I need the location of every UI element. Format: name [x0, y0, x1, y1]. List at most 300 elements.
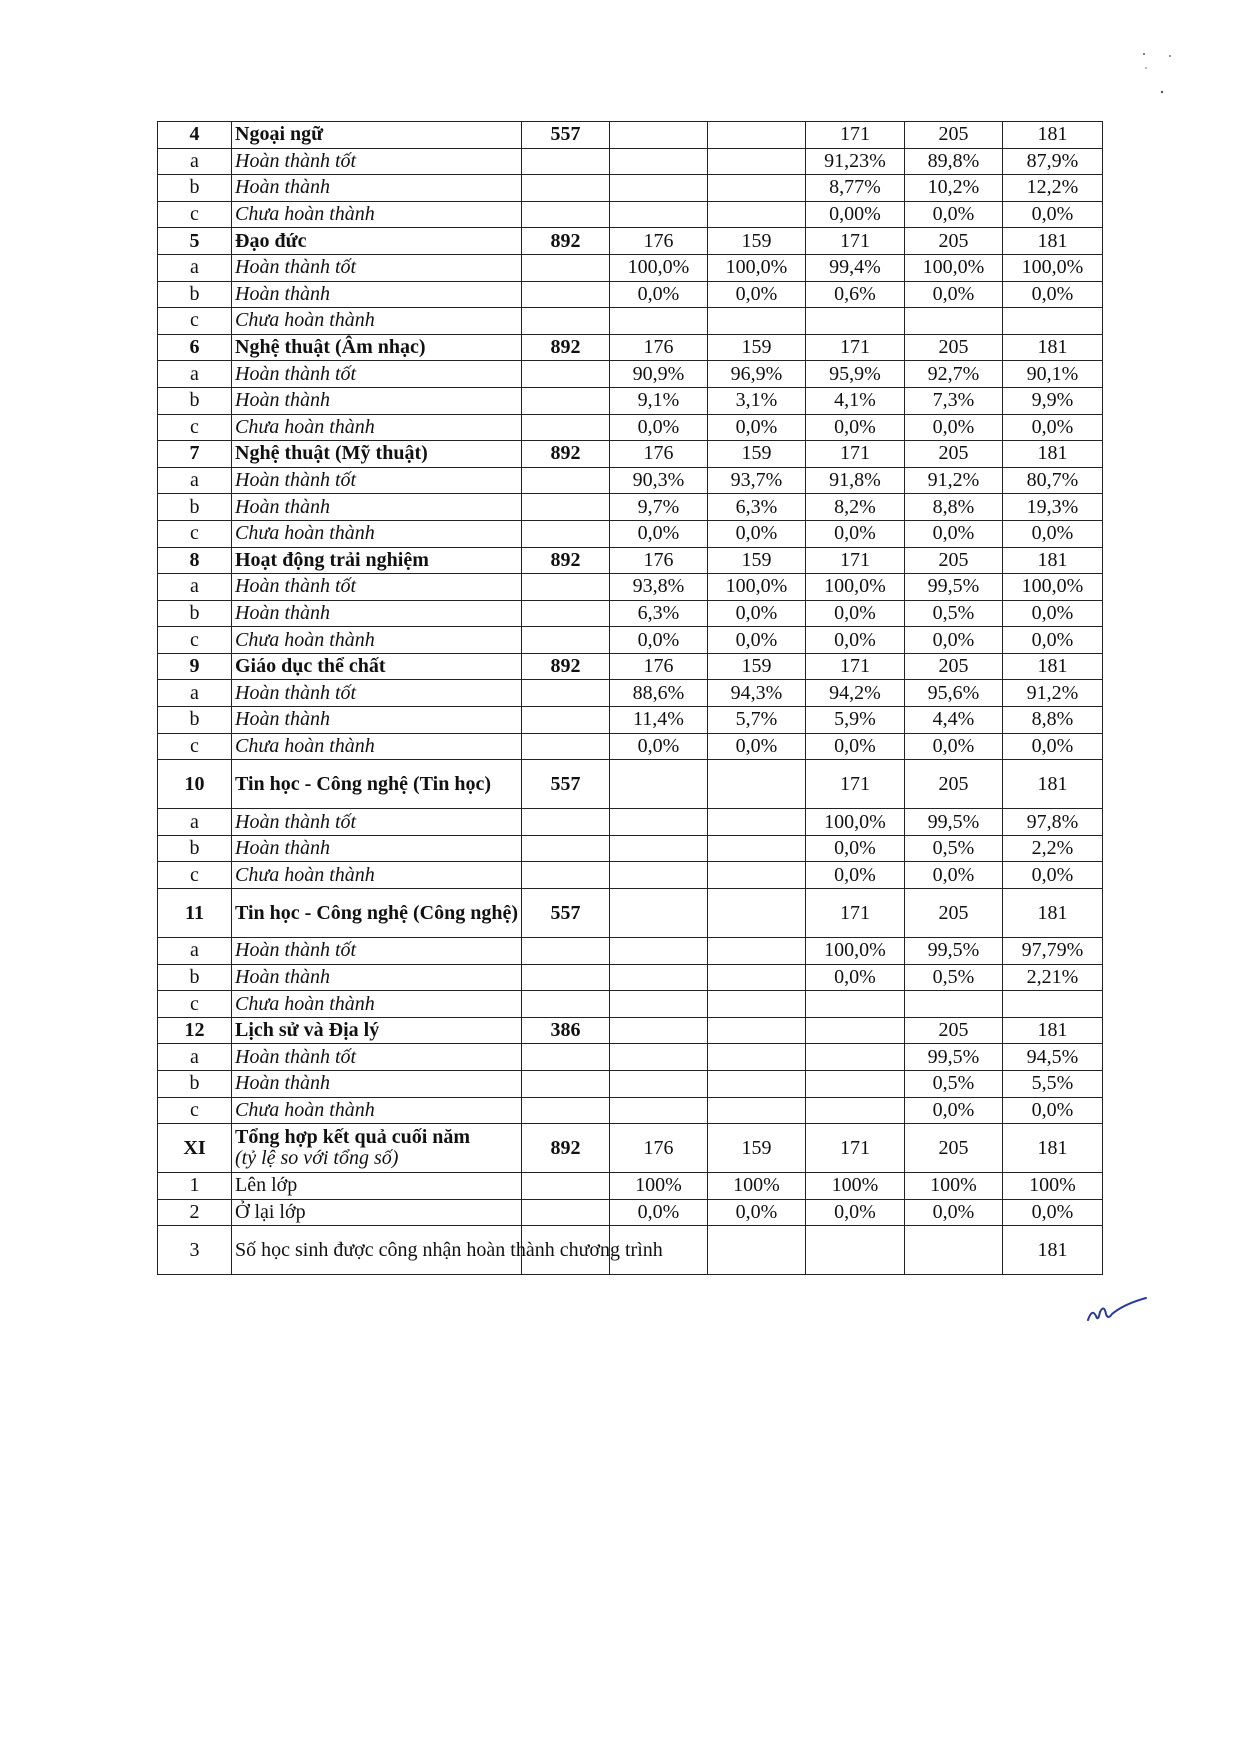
grade-cell-g5: 97,8% — [1003, 809, 1103, 836]
grade-cell-g1 — [610, 964, 708, 991]
grade-cell-g5: 19,3% — [1003, 494, 1103, 521]
table-row — [158, 1071, 1103, 1098]
results-table — [157, 121, 1103, 1275]
row-number: 7 — [158, 441, 232, 468]
grade-cell-g4: 0,5% — [905, 964, 1003, 991]
grade-cell-g4: 205 — [905, 889, 1003, 938]
grade-cell-g1 — [610, 148, 708, 175]
row-label: Hoàn thành — [232, 281, 522, 308]
grade-cell-g2: 6,3% — [708, 494, 806, 521]
scan-specks — [1140, 48, 1180, 108]
total-cell — [522, 862, 610, 889]
grade-cell-g2: 100,0% — [708, 254, 806, 281]
total-cell: 386 — [522, 1017, 610, 1044]
grade-cell-g1: 0,0% — [610, 733, 708, 760]
row-number: 6 — [158, 334, 232, 361]
grade-cell-g3: 91,8% — [806, 467, 905, 494]
grade-cell-g4: 205 — [905, 122, 1003, 149]
grade-cell-g3 — [806, 1017, 905, 1044]
grade-cell-g3: 0,0% — [806, 862, 905, 889]
table-row — [158, 175, 1103, 202]
grade-cell-g2: 100% — [708, 1173, 806, 1200]
table-row — [158, 889, 1103, 938]
row-number: a — [158, 574, 232, 601]
grade-cell-g1: 100% — [610, 1173, 708, 1200]
grade-cell-g5: 90,1% — [1003, 361, 1103, 388]
table-row — [158, 991, 1103, 1018]
grade-cell-g3: 171 — [806, 441, 905, 468]
row-label: Chưa hoàn thành — [232, 627, 522, 654]
grade-cell-g2 — [708, 760, 806, 809]
grade-cell-g1: 176 — [610, 547, 708, 574]
grade-cell-g5: 5,5% — [1003, 1071, 1103, 1098]
row-label-note: (tỷ lệ so với tổng số) — [235, 1147, 399, 1170]
row-label — [232, 1124, 522, 1173]
table-row — [158, 361, 1103, 388]
table-row — [158, 1097, 1103, 1124]
total-cell: 892 — [522, 228, 610, 255]
table-row — [158, 964, 1103, 991]
grade-cell-g2 — [708, 175, 806, 202]
grade-cell-g3: 0,00% — [806, 201, 905, 228]
grade-cell-g3: 0,0% — [806, 520, 905, 547]
total-cell: 892 — [522, 334, 610, 361]
grade-cell-g1 — [610, 175, 708, 202]
row-number: c — [158, 201, 232, 228]
grade-cell-g4: 0,0% — [905, 281, 1003, 308]
grade-cell-g4: 0,5% — [905, 600, 1003, 627]
row-label: Hoàn thành tốt — [232, 809, 522, 836]
grade-cell-g2 — [708, 991, 806, 1018]
row-label: Hoàn thành tốt — [232, 1044, 522, 1071]
row-number: c — [158, 308, 232, 335]
grade-cell-g2: 93,7% — [708, 467, 806, 494]
total-cell — [522, 387, 610, 414]
table-row — [158, 334, 1103, 361]
total-cell — [522, 991, 610, 1018]
row-label: Chưa hoàn thành — [232, 862, 522, 889]
grade-cell-g3 — [806, 308, 905, 335]
grade-cell-g3: 0,0% — [806, 733, 905, 760]
grade-cell-g4: 100,0% — [905, 254, 1003, 281]
table-row — [158, 1017, 1103, 1044]
row-label: Chưa hoàn thành — [232, 308, 522, 335]
grade-cell-g1: 176 — [610, 334, 708, 361]
row-label: Hoàn thành tốt — [232, 938, 522, 965]
grade-cell-g5: 181 — [1003, 441, 1103, 468]
table-row — [158, 254, 1103, 281]
grade-cell-g5: 87,9% — [1003, 148, 1103, 175]
grade-cell-g5: 97,79% — [1003, 938, 1103, 965]
table-row — [158, 574, 1103, 601]
grade-cell-g1: 0,0% — [610, 281, 708, 308]
grade-cell-g5: 2,21% — [1003, 964, 1103, 991]
grade-cell-g5: 181 — [1003, 889, 1103, 938]
total-cell: 892 — [522, 1124, 610, 1173]
grade-cell-g4: 205 — [905, 1124, 1003, 1173]
grade-cell-g1 — [610, 201, 708, 228]
total-cell — [522, 574, 610, 601]
row-number: a — [158, 938, 232, 965]
grade-cell-g4: 0,0% — [905, 1097, 1003, 1124]
grade-cell-g1 — [610, 835, 708, 862]
table-row — [158, 414, 1103, 441]
grade-cell-g2: 159 — [708, 653, 806, 680]
grade-cell-g4: 0,0% — [905, 733, 1003, 760]
table-row — [158, 707, 1103, 734]
row-number: a — [158, 148, 232, 175]
row-number: 5 — [158, 228, 232, 255]
table-row — [158, 201, 1103, 228]
grade-cell-g5: 181 — [1003, 1017, 1103, 1044]
grade-cell-g2 — [708, 1226, 806, 1275]
grade-cell-g2: 159 — [708, 547, 806, 574]
grade-cell-g5: 0,0% — [1003, 600, 1103, 627]
table-row — [158, 862, 1103, 889]
grade-cell-g5: 0,0% — [1003, 1199, 1103, 1226]
total-cell — [522, 281, 610, 308]
initials-signature-mark — [1082, 1290, 1152, 1330]
grade-cell-g3: 0,0% — [806, 600, 905, 627]
grade-cell-g3 — [806, 1097, 905, 1124]
row-label: Ở lại lớp — [232, 1199, 522, 1226]
grade-cell-g2 — [708, 809, 806, 836]
row-label: Hoàn thành tốt — [232, 467, 522, 494]
grade-cell-g4: 0,0% — [905, 414, 1003, 441]
grade-cell-g3: 0,6% — [806, 281, 905, 308]
grade-cell-g3: 171 — [806, 334, 905, 361]
grade-cell-g4: 99,5% — [905, 809, 1003, 836]
grade-cell-g2 — [708, 308, 806, 335]
grade-cell-g2 — [708, 835, 806, 862]
row-number: 2 — [158, 1199, 232, 1226]
row-label: Chưa hoàn thành — [232, 201, 522, 228]
row-number: a — [158, 254, 232, 281]
grade-cell-g4: 0,0% — [905, 627, 1003, 654]
grade-cell-g1: 90,9% — [610, 361, 708, 388]
grade-cell-g4: 8,8% — [905, 494, 1003, 521]
grade-cell-g1: 176 — [610, 441, 708, 468]
row-number: 9 — [158, 653, 232, 680]
grade-cell-g1: 0,0% — [610, 414, 708, 441]
row-number: b — [158, 494, 232, 521]
row-label: Số học sinh được công nhận hoàn thành chương trình — [232, 1226, 522, 1275]
grade-cell-g5: 181 — [1003, 547, 1103, 574]
grade-cell-g4 — [905, 1226, 1003, 1275]
table-row — [158, 494, 1103, 521]
grade-cell-g5: 0,0% — [1003, 414, 1103, 441]
grade-cell-g2: 96,9% — [708, 361, 806, 388]
grade-cell-g4: 92,7% — [905, 361, 1003, 388]
grade-cell-g4: 205 — [905, 760, 1003, 809]
table-row — [158, 653, 1103, 680]
total-cell — [522, 254, 610, 281]
grade-cell-g1 — [610, 1017, 708, 1044]
table-row — [158, 547, 1103, 574]
grade-cell-g5: 9,9% — [1003, 387, 1103, 414]
grade-cell-g3 — [806, 1071, 905, 1098]
grade-cell-g1: 0,0% — [610, 1199, 708, 1226]
row-number: b — [158, 281, 232, 308]
grade-cell-g5: 80,7% — [1003, 467, 1103, 494]
grade-cell-g4: 99,5% — [905, 1044, 1003, 1071]
total-cell — [522, 707, 610, 734]
table-row — [158, 148, 1103, 175]
row-label: Hoàn thành tốt — [232, 680, 522, 707]
grade-cell-g3: 100,0% — [806, 809, 905, 836]
row-number: b — [158, 835, 232, 862]
row-label: Tin học - Công nghệ (Tin học) — [232, 760, 522, 809]
table-row — [158, 467, 1103, 494]
row-label: Hoàn thành tốt — [232, 574, 522, 601]
grade-cell-g3: 171 — [806, 228, 905, 255]
table-row — [158, 1199, 1103, 1226]
grade-cell-g4: 205 — [905, 1017, 1003, 1044]
grade-cell-g4: 0,0% — [905, 862, 1003, 889]
row-number: 8 — [158, 547, 232, 574]
row-label: Hoàn thành tốt — [232, 148, 522, 175]
grade-cell-g5: 181 — [1003, 334, 1103, 361]
grade-cell-g5: 181 — [1003, 228, 1103, 255]
row-number: a — [158, 1044, 232, 1071]
row-label: Tin học - Công nghệ (Công nghệ) — [232, 889, 522, 938]
grade-cell-g3: 95,9% — [806, 361, 905, 388]
grade-cell-g1 — [610, 1071, 708, 1098]
grade-cell-g1: 0,0% — [610, 520, 708, 547]
row-number: XI — [158, 1124, 232, 1173]
total-cell — [522, 809, 610, 836]
total-cell — [522, 627, 610, 654]
table-body — [158, 122, 1103, 1275]
table-row — [158, 520, 1103, 547]
row-number: c — [158, 862, 232, 889]
table-row — [158, 627, 1103, 654]
grade-cell-g5: 91,2% — [1003, 680, 1103, 707]
grade-cell-g5: 181 — [1003, 122, 1103, 149]
grade-cell-g2 — [708, 122, 806, 149]
grade-cell-g2 — [708, 148, 806, 175]
grade-cell-g3: 100,0% — [806, 938, 905, 965]
total-cell — [522, 414, 610, 441]
row-label: Chưa hoàn thành — [232, 991, 522, 1018]
grade-cell-g1: 0,0% — [610, 627, 708, 654]
grade-cell-g4: 10,2% — [905, 175, 1003, 202]
grade-cell-g5: 0,0% — [1003, 201, 1103, 228]
grade-cell-g4: 205 — [905, 334, 1003, 361]
total-cell — [522, 520, 610, 547]
grade-cell-g5: 8,8% — [1003, 707, 1103, 734]
table-row — [158, 122, 1103, 149]
total-cell — [522, 1097, 610, 1124]
grade-cell-g3: 8,2% — [806, 494, 905, 521]
total-cell — [522, 835, 610, 862]
grade-cell-g1: 176 — [610, 653, 708, 680]
row-label: Lên lớp — [232, 1173, 522, 1200]
table-row — [158, 308, 1103, 335]
grade-cell-g5: 181 — [1003, 760, 1103, 809]
grade-cell-g5: 181 — [1003, 1124, 1103, 1173]
table-row — [158, 1226, 1103, 1275]
total-cell — [522, 1173, 610, 1200]
row-number: 11 — [158, 889, 232, 938]
grade-cell-g2: 159 — [708, 228, 806, 255]
grade-cell-g4: 0,5% — [905, 835, 1003, 862]
grade-cell-g1 — [610, 862, 708, 889]
grade-cell-g1 — [610, 760, 708, 809]
grade-cell-g4: 205 — [905, 653, 1003, 680]
row-label: Chưa hoàn thành — [232, 1097, 522, 1124]
table-row — [158, 680, 1103, 707]
table-row — [158, 228, 1103, 255]
grade-cell-g5: 0,0% — [1003, 520, 1103, 547]
grade-cell-g5: 100,0% — [1003, 254, 1103, 281]
table-row — [158, 835, 1103, 862]
grade-cell-g1 — [610, 308, 708, 335]
table-row — [158, 1044, 1103, 1071]
row-number: 12 — [158, 1017, 232, 1044]
grade-cell-g5: 0,0% — [1003, 627, 1103, 654]
grade-cell-g5: 94,5% — [1003, 1044, 1103, 1071]
grade-cell-g5: 100% — [1003, 1173, 1103, 1200]
grade-cell-g2: 159 — [708, 1124, 806, 1173]
row-label: Chưa hoàn thành — [232, 414, 522, 441]
row-number: c — [158, 520, 232, 547]
row-number: a — [158, 809, 232, 836]
grade-cell-g3: 100,0% — [806, 574, 905, 601]
grade-cell-g1: 90,3% — [610, 467, 708, 494]
grade-cell-g2: 100,0% — [708, 574, 806, 601]
grade-cell-g3: 100% — [806, 1173, 905, 1200]
row-label: Hoàn thành tốt — [232, 254, 522, 281]
grade-cell-g2: 159 — [708, 441, 806, 468]
row-number: c — [158, 627, 232, 654]
grade-cell-g2 — [708, 889, 806, 938]
total-cell — [522, 494, 610, 521]
grade-cell-g5 — [1003, 308, 1103, 335]
row-number: a — [158, 467, 232, 494]
grade-cell-g1 — [610, 122, 708, 149]
grade-cell-g4: 4,4% — [905, 707, 1003, 734]
grade-cell-g3: 171 — [806, 760, 905, 809]
row-label: Hoàn thành — [232, 600, 522, 627]
grade-cell-g2 — [708, 1017, 806, 1044]
row-number: b — [158, 964, 232, 991]
grade-cell-g3: 0,0% — [806, 835, 905, 862]
row-label-text: Tổng hợp kết quả cuối năm — [235, 1126, 471, 1149]
total-cell — [522, 964, 610, 991]
grade-cell-g5: 0,0% — [1003, 862, 1103, 889]
row-label: Hoàn thành — [232, 835, 522, 862]
grade-cell-g2 — [708, 964, 806, 991]
grade-cell-g1: 11,4% — [610, 707, 708, 734]
grade-cell-g3: 171 — [806, 889, 905, 938]
grade-cell-g2 — [708, 1071, 806, 1098]
row-label: Chưa hoàn thành — [232, 520, 522, 547]
table-row — [158, 760, 1103, 809]
grade-cell-g2: 3,1% — [708, 387, 806, 414]
table-row — [158, 387, 1103, 414]
grade-cell-g2 — [708, 201, 806, 228]
grade-cell-g4: 100% — [905, 1173, 1003, 1200]
table-row — [158, 1173, 1103, 1200]
grade-cell-g3: 171 — [806, 1124, 905, 1173]
grade-cell-g4: 89,8% — [905, 148, 1003, 175]
grade-cell-g4: 0,0% — [905, 520, 1003, 547]
grade-cell-g1: 6,3% — [610, 600, 708, 627]
grade-cell-g2: 0,0% — [708, 600, 806, 627]
grade-cell-g3: 171 — [806, 653, 905, 680]
table-row — [158, 441, 1103, 468]
row-number: c — [158, 414, 232, 441]
row-label: Giáo dục thể chất — [232, 653, 522, 680]
total-cell — [522, 467, 610, 494]
row-number: a — [158, 680, 232, 707]
row-label: Nghệ thuật (Mỹ thuật) — [232, 441, 522, 468]
grade-cell-g4: 95,6% — [905, 680, 1003, 707]
grade-cell-g3: 4,1% — [806, 387, 905, 414]
grade-cell-g5: 0,0% — [1003, 281, 1103, 308]
grade-cell-g2: 0,0% — [708, 733, 806, 760]
grade-cell-g1 — [610, 1097, 708, 1124]
table-row — [158, 809, 1103, 836]
row-label: Hoàn thành — [232, 387, 522, 414]
grade-cell-g3: 91,23% — [806, 148, 905, 175]
grade-cell-g3: 0,0% — [806, 964, 905, 991]
total-cell — [522, 201, 610, 228]
total-cell — [522, 1044, 610, 1071]
row-number: 10 — [158, 760, 232, 809]
table-row — [158, 600, 1103, 627]
grade-cell-g3: 0,0% — [806, 627, 905, 654]
grade-cell-g1: 176 — [610, 228, 708, 255]
grade-cell-g1 — [610, 938, 708, 965]
grade-cell-g2: 0,0% — [708, 281, 806, 308]
total-cell — [522, 308, 610, 335]
grade-cell-g2 — [708, 1044, 806, 1071]
row-label: Hoàn thành — [232, 175, 522, 202]
grade-cell-g4: 0,0% — [905, 1199, 1003, 1226]
grade-cell-g5: 181 — [1003, 1226, 1103, 1275]
total-cell — [522, 361, 610, 388]
grade-cell-g1: 9,7% — [610, 494, 708, 521]
row-label: Hoàn thành tốt — [232, 361, 522, 388]
grade-cell-g4: 91,2% — [905, 467, 1003, 494]
row-number: b — [158, 387, 232, 414]
grade-cell-g2: 0,0% — [708, 627, 806, 654]
grade-cell-g4 — [905, 308, 1003, 335]
grade-cell-g5: 0,0% — [1003, 1097, 1103, 1124]
grade-cell-g3 — [806, 991, 905, 1018]
row-number: c — [158, 1097, 232, 1124]
grade-cell-g3: 0,0% — [806, 1199, 905, 1226]
grade-cell-g5: 2,2% — [1003, 835, 1103, 862]
row-number: b — [158, 175, 232, 202]
row-number: b — [158, 600, 232, 627]
grade-cell-g3: 94,2% — [806, 680, 905, 707]
grade-cell-g4 — [905, 991, 1003, 1018]
total-cell — [522, 1071, 610, 1098]
grade-cell-g5: 0,0% — [1003, 733, 1103, 760]
total-cell: 892 — [522, 653, 610, 680]
row-label: Hoạt động trải nghiệm — [232, 547, 522, 574]
grade-cell-g5 — [1003, 991, 1103, 1018]
grade-cell-g1: 93,8% — [610, 574, 708, 601]
grade-cell-g3 — [806, 1044, 905, 1071]
grade-cell-g2 — [708, 862, 806, 889]
row-label: Lịch sử và Địa lý — [232, 1017, 522, 1044]
grade-cell-g5: 12,2% — [1003, 175, 1103, 202]
grade-cell-g4: 7,3% — [905, 387, 1003, 414]
